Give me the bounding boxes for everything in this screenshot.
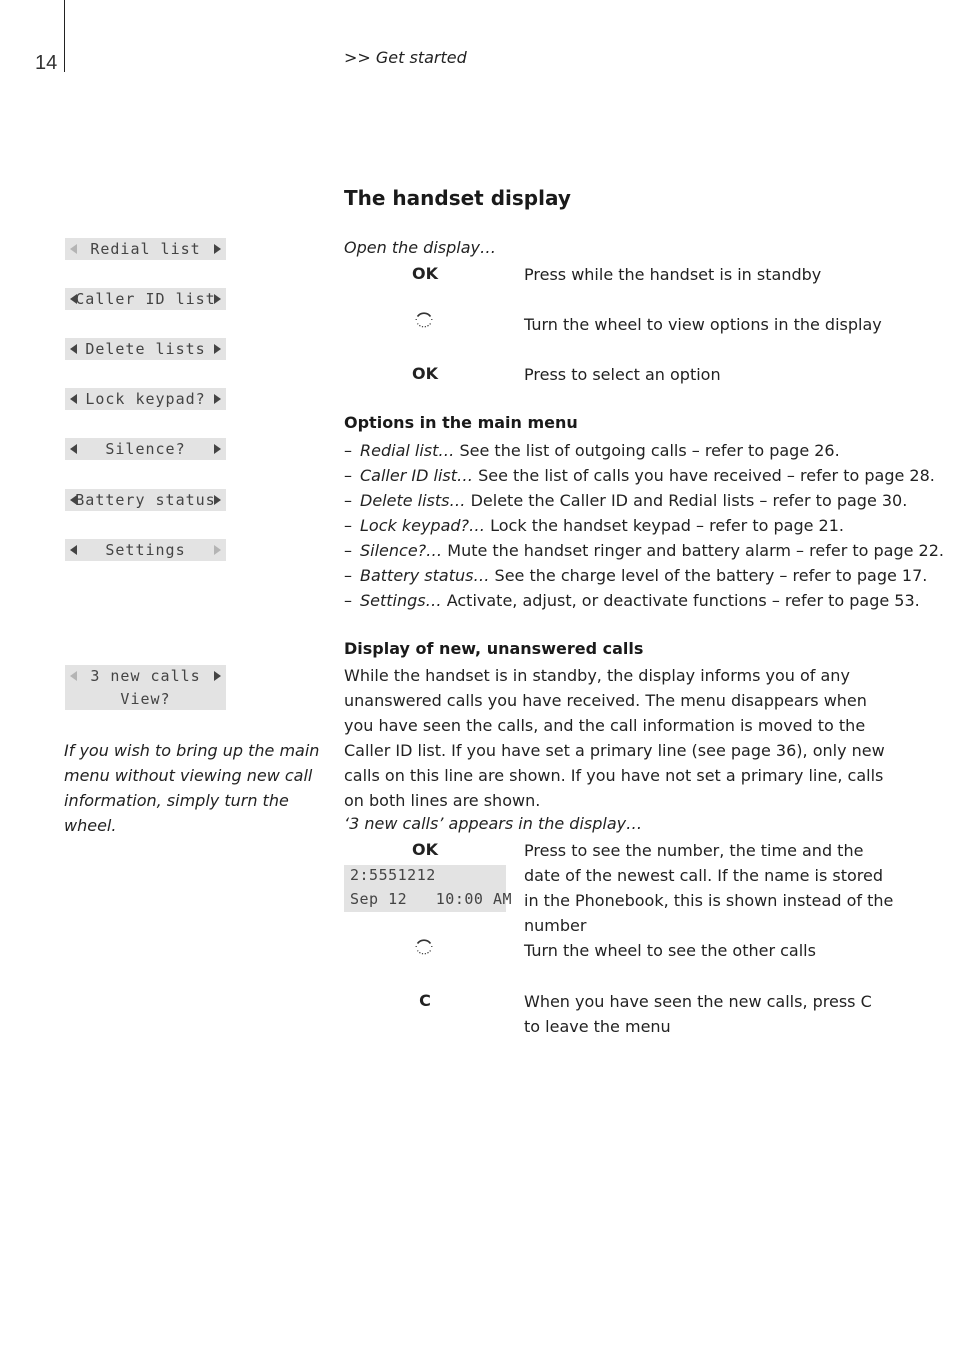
- right-arrow-icon: [214, 444, 221, 454]
- lcd-menu-item: [65, 489, 226, 511]
- lcd-label: Caller ID list: [75, 290, 216, 308]
- lcd-line2: View?: [120, 690, 171, 708]
- new-calls-heading: Display of new, unanswered calls: [344, 639, 644, 658]
- lcd-label: Redial list: [90, 240, 201, 258]
- side-note: If you wish to bring up the main menu without viewing new call information, simply turn the wheel.: [64, 741, 320, 835]
- lcd-menu-item: [65, 288, 226, 310]
- breadcrumb: >> Get started: [344, 48, 467, 67]
- lcd-label: Silence?: [105, 440, 186, 458]
- lcd-menu-item: [65, 438, 226, 460]
- ok-key-label: OK: [412, 364, 438, 383]
- page-number: 14: [35, 52, 58, 74]
- left-arrow-icon: [70, 444, 77, 454]
- lcd-menu-item: [65, 238, 226, 260]
- right-arrow-icon: [214, 495, 221, 505]
- right-arrow-icon: [214, 294, 221, 304]
- list-item: – Settings… Activate, adjust, or deactivate functions – refer to page 53.: [344, 591, 920, 610]
- step-text: Turn the wheel to view options in the display: [524, 315, 882, 334]
- new-calls-paragraph: While the handset is in standby, the display informs you of any unanswered calls you have received. The menu disappears when you have seen the calls, and the call information is moved to the Caller ID list. If you have set a primary line (see page 36), only new calls on this line are shown. If you have not set a primary line, calls on both lines are shown.: [344, 666, 885, 810]
- c-key-label: C: [419, 991, 431, 1010]
- lcd-label: Delete lists: [85, 340, 206, 358]
- call-datetime: Sep 12 10:00 AM: [350, 890, 513, 908]
- list-item: – Battery status… See the charge level of the battery – refer to page 17.: [344, 566, 928, 585]
- right-arrow-icon: [214, 344, 221, 354]
- wheel-icon: [414, 937, 434, 957]
- list-item: – Delete lists… Delete the Caller ID and Redial lists – refer to page 30.: [344, 491, 908, 510]
- left-arrow-icon: [70, 344, 77, 354]
- right-arrow-icon: [214, 244, 221, 254]
- main-menu-heading: Options in the main menu: [344, 413, 578, 432]
- list-item: – Caller ID list… See the list of calls you have received – refer to page 28.: [344, 466, 935, 485]
- right-arrow-icon: [214, 545, 221, 555]
- ok-key-label: OK: [412, 840, 438, 859]
- lcd-menu-item: [65, 388, 226, 410]
- wheel-icon: [414, 310, 434, 330]
- right-arrow-icon: [214, 394, 221, 404]
- list-item: – Silence?… Mute the handset ringer and battery alarm – refer to page 22.: [344, 541, 944, 560]
- call-number: 2:5551212: [350, 866, 436, 884]
- main-menu-list: [344, 438, 944, 613]
- lcd-line1: 3 new calls: [90, 667, 201, 685]
- left-arrow-icon: [70, 495, 77, 505]
- step-text: Press to select an option: [524, 365, 721, 384]
- page-title: The handset display: [344, 186, 571, 210]
- right-arrow-icon: [214, 671, 221, 681]
- left-arrow-icon: [70, 671, 77, 681]
- list-item: – Redial list… See the list of outgoing calls – refer to page 26.: [344, 441, 840, 460]
- open-display-lead: Open the display…: [344, 238, 496, 257]
- ok-key-label: OK: [412, 264, 438, 283]
- lcd-menu-item: [65, 539, 226, 561]
- list-item: – Lock keypad?… Lock the handset keypad – refer to page 21.: [344, 516, 844, 535]
- new-calls-lead: ‘3 new calls’ appears in the display…: [344, 814, 643, 833]
- lcd-menu-item: [65, 338, 226, 360]
- left-arrow-icon: [70, 394, 77, 404]
- step-text: When you have seen the new calls, press C to leave the menu: [524, 992, 872, 1036]
- lcd-label: Battery status: [75, 491, 216, 509]
- left-arrow-icon: [70, 244, 77, 254]
- left-arrow-icon: [70, 545, 77, 555]
- step-text: Press while the handset is in standby: [524, 265, 822, 284]
- step-text: Press to see the number, the time and the date of the newest call. If the name is stored in the Phonebook, this is shown instead of the number: [524, 841, 894, 935]
- lcd-label: Settings: [105, 541, 186, 559]
- lcd-new-calls: [65, 665, 226, 710]
- left-arrow-icon: [70, 294, 77, 304]
- margin-rule: [64, 0, 65, 72]
- step-text: Turn the wheel to see the other calls: [524, 941, 816, 960]
- call-display: [344, 865, 513, 912]
- lcd-label: Lock keypad?: [85, 390, 206, 408]
